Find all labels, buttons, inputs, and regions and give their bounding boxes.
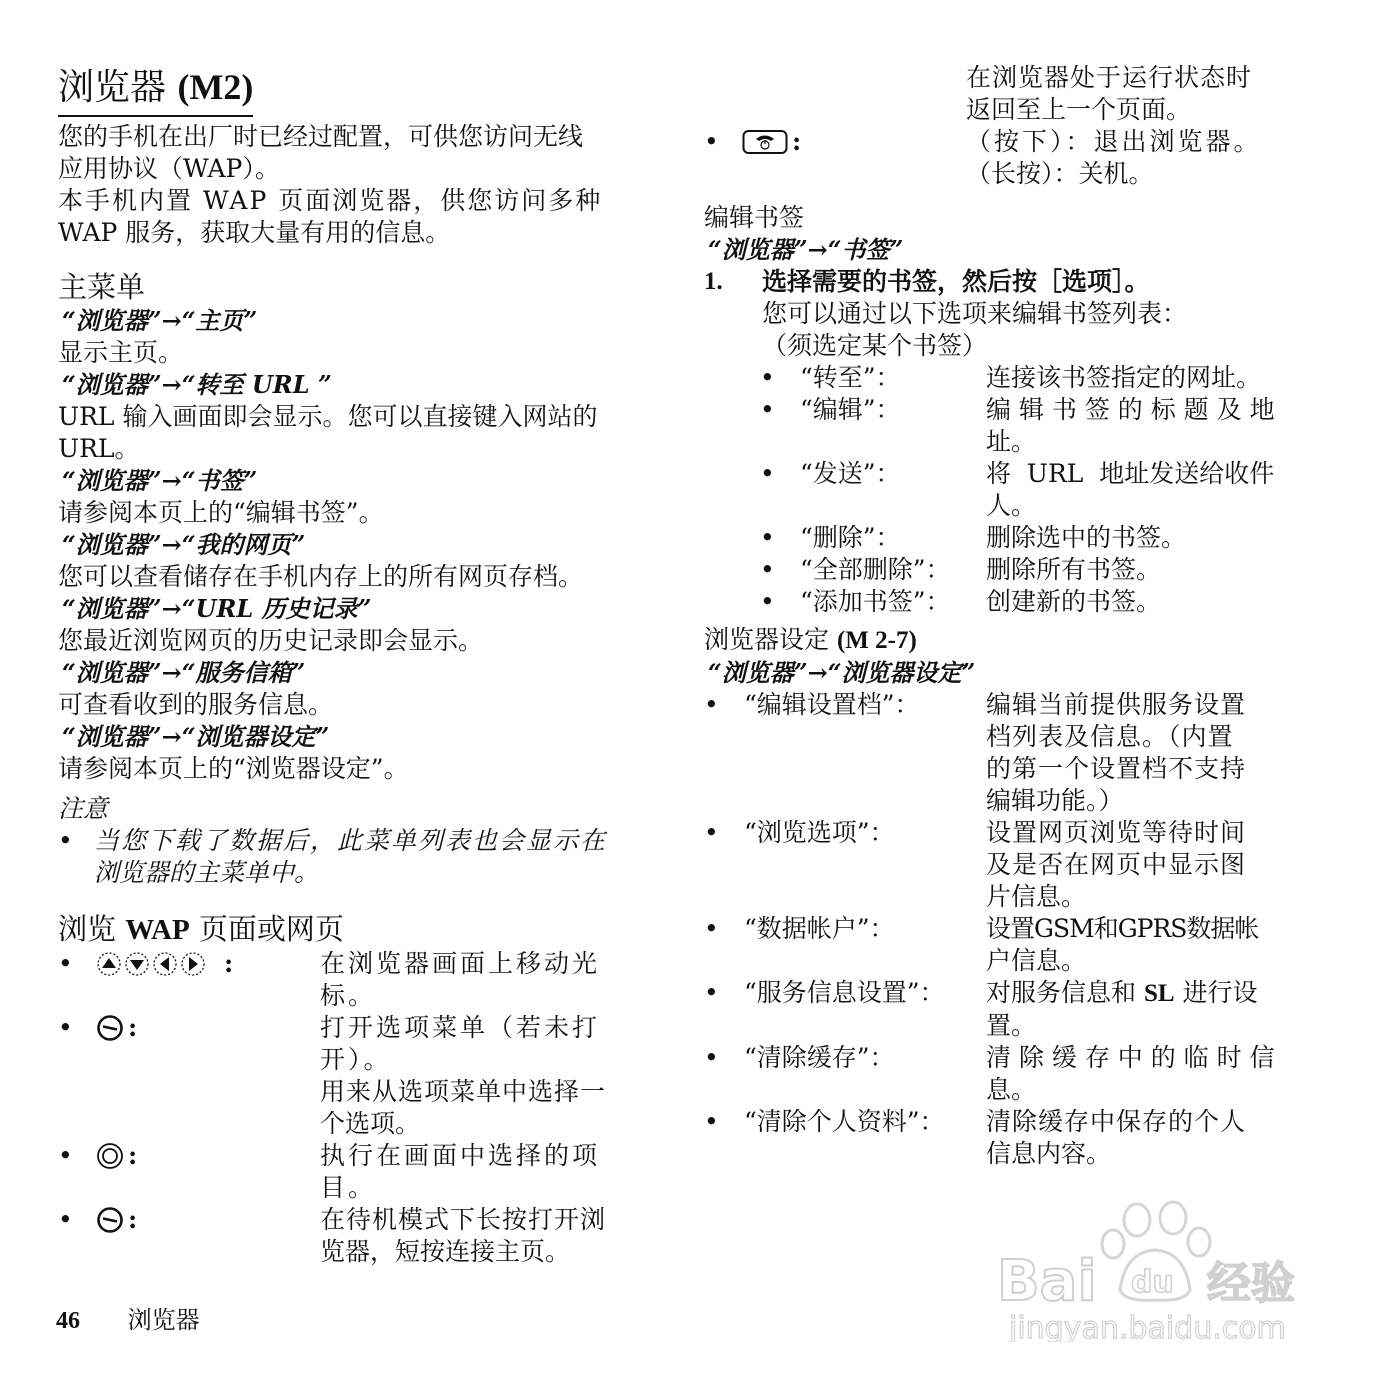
option-desc: 创建新的书签。 [986,587,1162,616]
intro-paragraph [58,121,648,249]
main-menu-heading: 主菜单 [58,270,146,304]
key-row-end [704,126,1294,190]
browser-settings-heading-code: (M 2-7) [836,627,917,654]
setting-desc: 的第一个设置档不支持 [986,754,1247,783]
menu-desc: 您可以查看储存在手机内存上的所有网页存档。 [58,562,584,591]
menu-path: “浏览器”→“书签” [62,466,258,495]
option-desc: 编 辑 书 签 的 标 题 及 地 [986,395,1275,424]
watermark-paw-text: du [1131,1265,1174,1300]
note-line: 浏览器的主菜单中。 [94,858,320,887]
setting-desc: 息。 [986,1075,1037,1104]
menu-desc: 显示主页。 [58,338,184,367]
option-label: “删除”： [800,523,901,552]
menu-path: “浏览器”→“主页” [62,306,258,335]
bullet: • [58,949,73,978]
colon: : [792,127,802,156]
end-call-key-icon [742,129,788,155]
option-label: “添加书签”： [800,587,951,616]
left-soft-key-icon [96,1206,124,1234]
bullet: • [760,395,775,424]
key-desc: 返回至上一个页面。 [966,95,1192,124]
page-footer [56,1304,200,1337]
setting-desc-bold: SL [1143,980,1175,1007]
bullet: • [704,914,719,943]
setting-label: “清除缓存”： [744,1043,895,1072]
setting-desc: 编辑当前提供服务设置 [986,690,1247,719]
note-title: 注意 [58,794,109,823]
left-column [58,62,648,1268]
bullet: • [760,363,775,392]
key-desc: （按下）：退出浏览器。 [966,127,1262,156]
center-select-key [96,1140,137,1172]
setting-desc: 清除缓存中保存的个人 [986,1107,1247,1136]
key-desc: 览器，短按连接主页。 [320,1237,571,1266]
colon: : [128,1013,138,1042]
page-title [58,62,253,117]
navigation-keys [96,948,233,980]
setting-desc: 信息内容。 [986,1139,1112,1168]
setting-label: “清除个人资料”： [744,1107,945,1136]
bullet: • [704,127,719,156]
baidu-watermark [985,1192,1315,1342]
setting-desc: 档列表及信息。（内置 [986,722,1234,751]
bullet: • [760,587,775,616]
bullet: • [704,690,719,719]
setting-edit-profile [704,689,1294,817]
key-desc: （长按）：关机。 [966,159,1154,188]
key-row-options [58,1012,648,1140]
watermark-brand: Bai [997,1249,1097,1314]
option-send [704,458,1294,522]
option-goto [704,362,1294,394]
setting-desc: 设置网页浏览等待时间 [986,818,1247,847]
note-item [58,825,648,889]
key-row-select [58,1140,648,1204]
setting-desc: 户信息。 [986,946,1087,975]
key-desc: 在浏览器画面上移动光 [320,949,601,978]
menu-path: “浏览器”→“服务信箱” [62,658,306,687]
left-soft-key [96,1204,137,1236]
setting-label: “编辑设置档”： [744,690,920,719]
page-title-text: 浏览器 [58,67,167,108]
key-desc: 目。 [320,1173,377,1202]
center-select-key-icon [96,1142,124,1170]
page-number: 46 [56,1308,80,1334]
key-row-back [704,62,1294,126]
step-number: 1. [704,268,723,295]
colon: : [128,1141,138,1170]
main-menu-list [58,305,648,785]
bullet: • [704,1043,719,1072]
edit-bookmarks-path: “浏览器”→“书签” [708,235,904,264]
bullet: • [58,1205,73,1234]
bullet: • [704,978,719,1007]
menu-desc: URL。 [58,434,140,463]
left-soft-key [96,1012,137,1044]
option-desc: 删除选中的书签。 [986,523,1187,552]
edit-bookmarks-heading: 编辑书签 [704,203,805,232]
step-1 [704,266,1294,362]
option-desc: 删除所有书签。 [986,555,1162,584]
step-sub: 您可以通过以下选项来编辑书签列表： [762,299,1188,328]
browse-heading [58,911,648,948]
option-label: “发送”： [800,459,901,488]
note-line: 当您下载了数据后，此菜单列表也会显示在 [94,826,608,855]
menu-path: “浏览器”→“浏览器设定” [62,722,330,751]
option-delete-all [704,554,1294,586]
left-soft-key-icon [96,1014,124,1042]
option-desc: 将 URL 地址发送给收件 [986,459,1275,488]
option-desc: 连接该书签指定的网址。 [986,363,1262,392]
browser-settings-heading [704,624,1294,657]
menu-desc: URL 输入画面即会显示。您可以直接键入网站的 [58,402,598,431]
right-column [704,62,1294,1170]
bullet: • [760,555,775,584]
setting-label: “数据帐户”： [744,914,895,943]
key-desc: 打开选项菜单（若未打 [320,1013,601,1042]
option-label: “转至”： [800,363,901,392]
key-desc: 用来从选项菜单中选择一 [320,1077,607,1106]
menu-path: “浏览器”→“URL 历史记录” [62,594,372,623]
setting-browse-options [704,817,1294,913]
colon: : [128,1205,138,1234]
bullet: • [704,818,719,847]
page-title-code: (M2) [177,67,254,107]
browser-settings-list [704,689,1294,1170]
setting-desc: 置。 [986,1011,1037,1040]
baidu-paw-logo-icon [985,1192,1315,1342]
key-desc: 在待机模式下长按打开浏 [320,1205,607,1234]
option-add-bookmark [704,586,1294,618]
intro-line: 应用协议（WAP）。 [58,154,280,183]
end-call-key [742,126,801,158]
watermark-cn: 经验 [1207,1258,1295,1309]
setting-service-message [704,977,1294,1042]
key-row-launch [58,1204,648,1268]
intro-line: 您的手机在出厂时已经过配置，可供您访问无线 [58,122,584,151]
setting-clear-personal [704,1106,1294,1170]
option-desc: 人。 [986,491,1037,520]
setting-desc-pre: 对服务信息和 [986,978,1144,1007]
key-desc: 标。 [320,981,377,1010]
intro-line: WAP 服务，获取大量有用的信息。 [58,218,451,247]
bullet: • [58,1141,73,1170]
bullet: • [760,459,775,488]
setting-desc: 清 除 缓 存 中 的 临 时 信 [986,1043,1275,1072]
setting-desc: 设置GSM和GPRS数据帐 [986,914,1259,943]
bullet: • [58,1013,73,1042]
option-delete [704,522,1294,554]
option-desc: 址。 [986,427,1037,456]
setting-data-account [704,913,1294,977]
browse-heading-pre: 浏览 [58,912,126,946]
menu-desc: 请参阅本页上的“浏览器设定”。 [58,754,409,783]
bullet: • [704,1107,719,1136]
setting-clear-cache [704,1042,1294,1106]
option-edit [704,394,1294,458]
navigation-keys-icon [96,950,216,978]
option-label: “全部删除”： [800,555,951,584]
menu-desc: 可查看收到的服务信息。 [58,690,334,719]
menu-desc: 请参阅本页上的“编辑书签”。 [58,498,384,527]
browse-heading-bold: WAP [125,914,190,946]
setting-desc: 及是否在网页中显示图 [986,850,1247,879]
colon: : [224,949,234,978]
option-label: “编辑”： [800,395,901,424]
bookmark-options-list [704,362,1294,618]
setting-label: “浏览选项”： [744,818,895,847]
footer-section: 浏览器 [127,1306,200,1334]
setting-desc: 编辑功能。） [986,786,1124,815]
setting-desc-post: 进行设 [1174,978,1258,1007]
intro-line: 本手机内置 WAP 页面浏览器，供您访问多种 [58,186,603,215]
key-desc: 开）。 [320,1045,392,1074]
key-desc: 执行在画面中选择的项 [320,1141,601,1170]
setting-label: “服务信息设置”： [744,978,945,1007]
browser-settings-path: “浏览器”→“浏览器设定” [708,658,976,687]
menu-path: “浏览器”→“转至 URL ” [62,370,332,399]
menu-desc: 您最近浏览网页的历史记录即会显示。 [58,626,484,655]
step-sub: （须选定某个书签） [762,331,988,360]
bullet: • [760,523,775,552]
watermark-url: jingyan.baidu.com [1009,1311,1286,1342]
setting-desc [986,977,1294,1010]
bullet: • [58,826,73,855]
key-desc: 在浏览器处于运行状态时 [966,63,1253,92]
key-desc: 个选项。 [320,1109,421,1138]
key-row-navigation [58,948,648,1012]
menu-path: “浏览器”→“我的网页” [62,530,306,559]
browser-settings-heading-cn: 浏览器设定 [704,625,837,654]
step-text: 选择需要的书签，然后按［选项］。 [762,267,1150,296]
setting-desc: 片信息。 [986,882,1087,911]
browse-heading-post: 页面或网页 [189,912,344,946]
